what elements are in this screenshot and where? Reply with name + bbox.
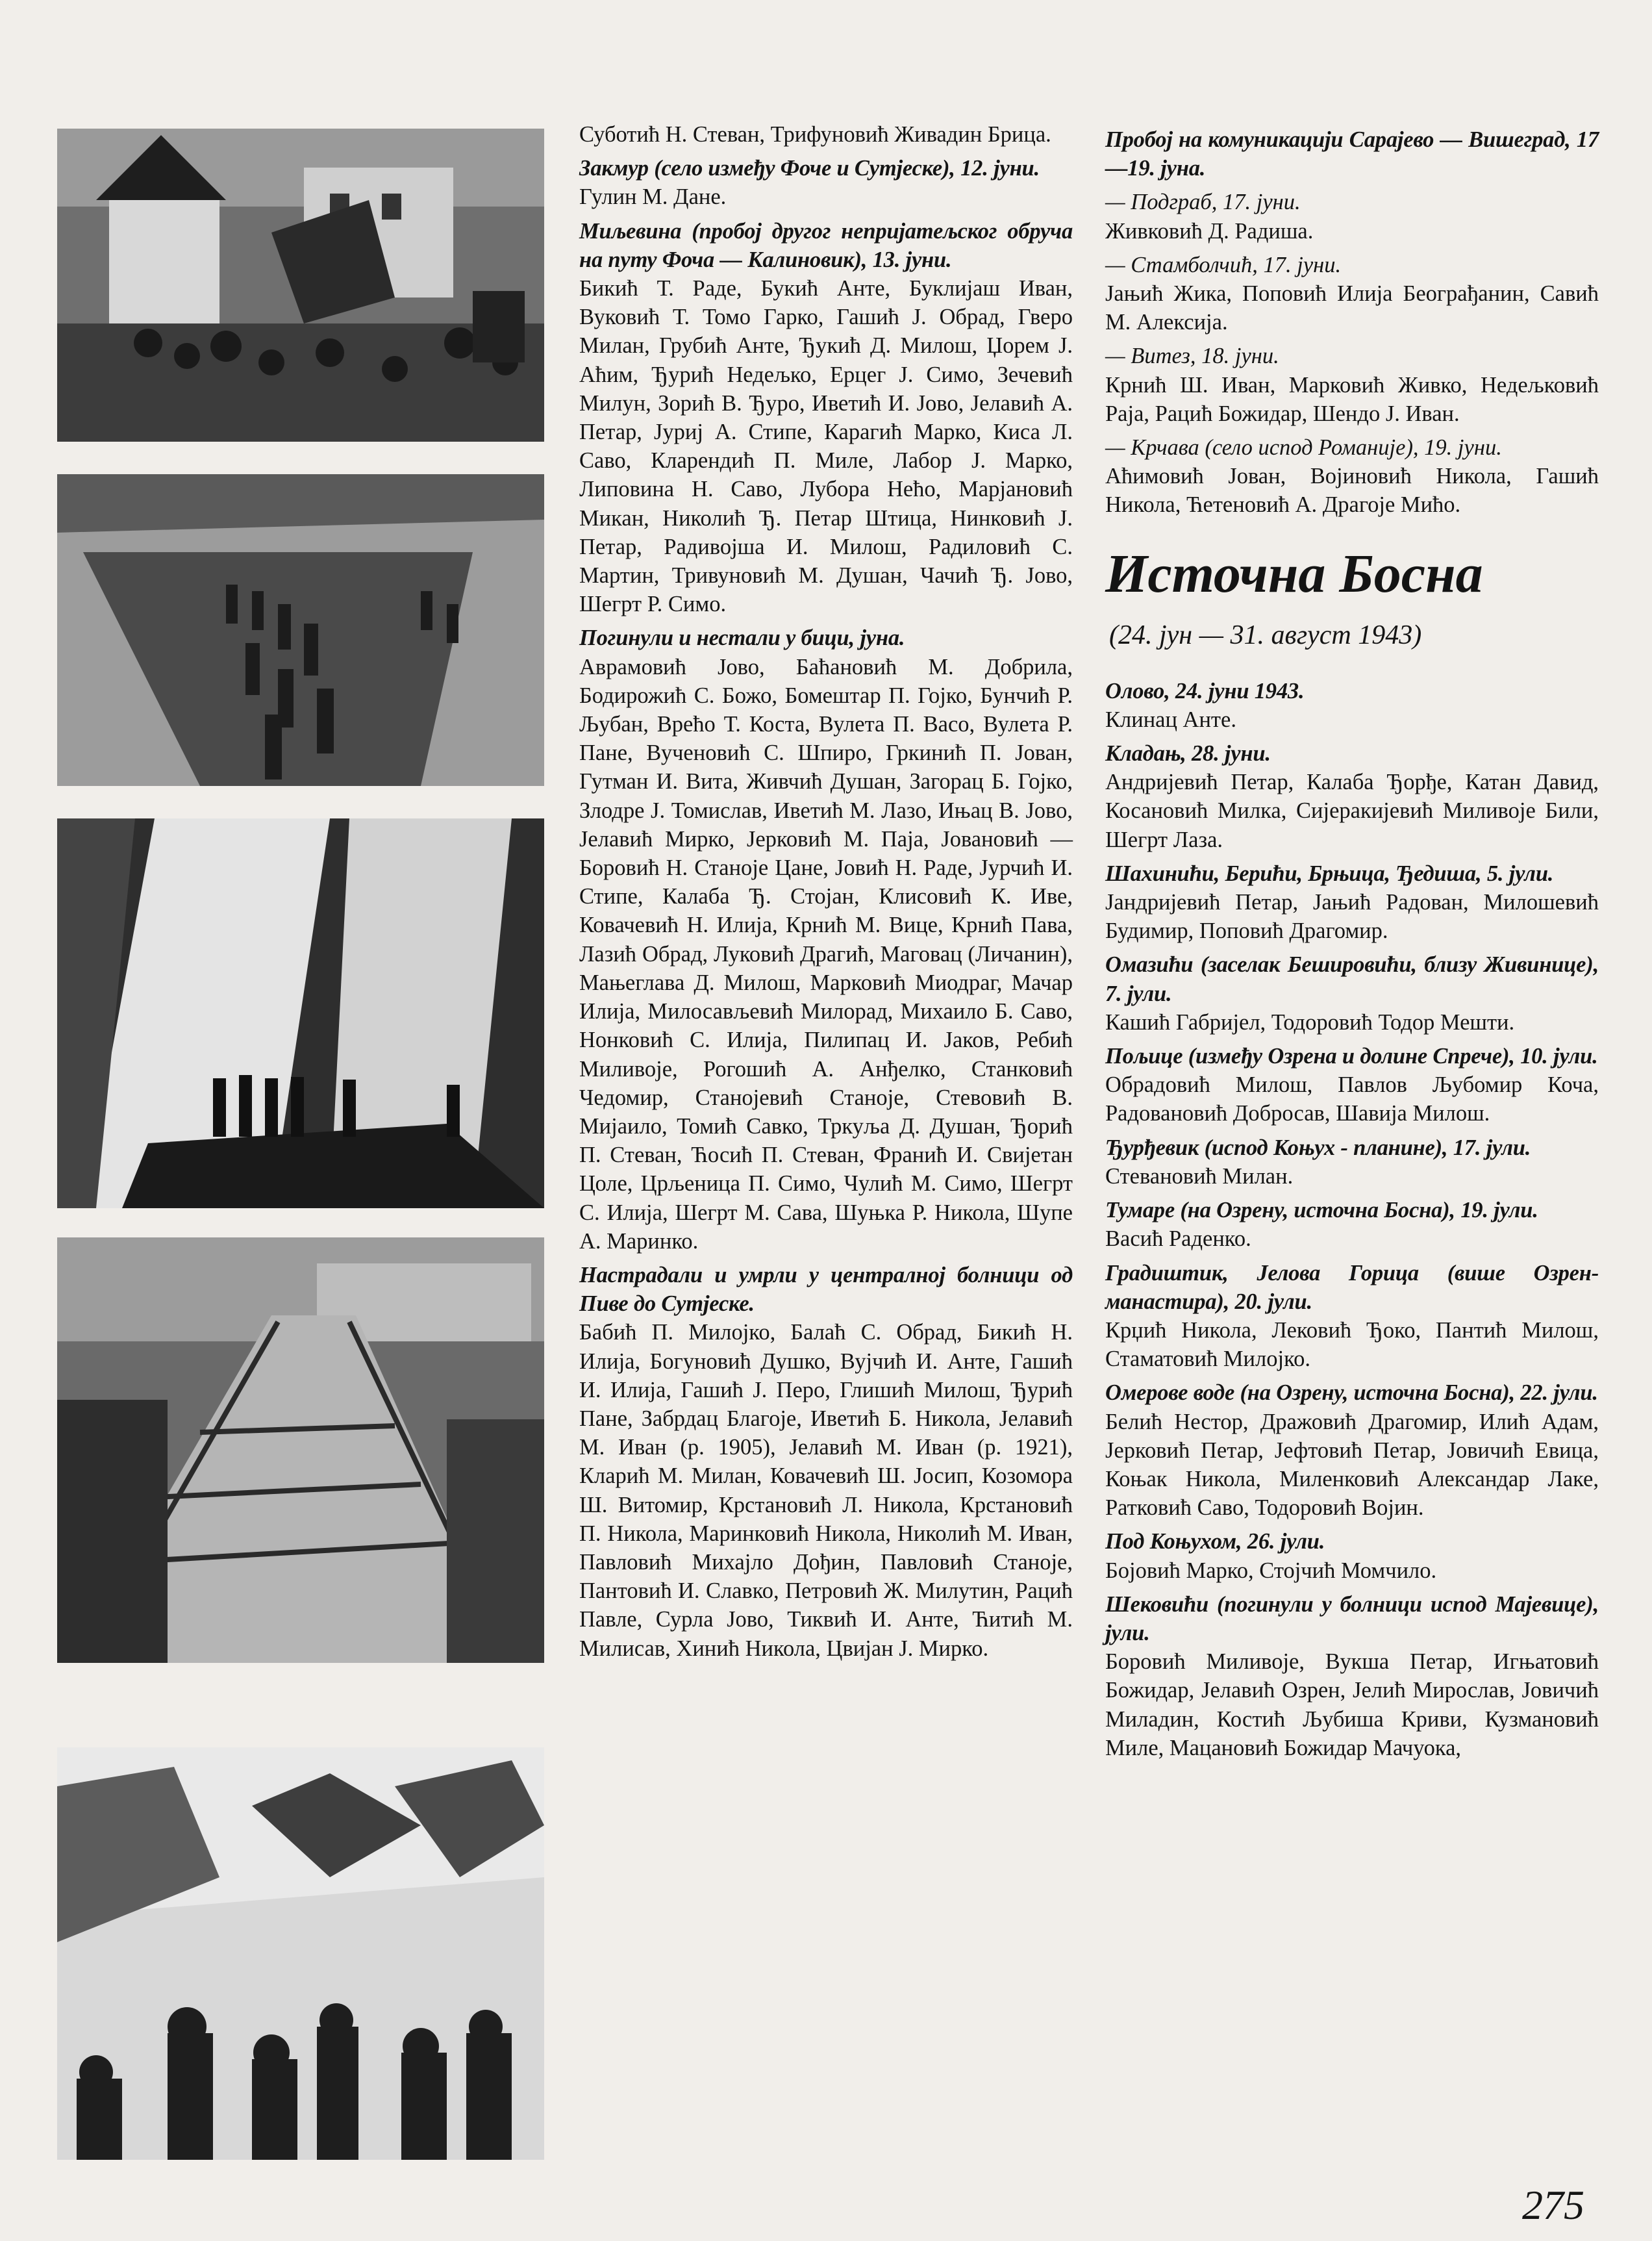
- names-list: Стевановић Милан.: [1105, 1163, 1294, 1189]
- names-list: Боровић Миливоје, Вукша Петар, Игњатовић Божидар, Јелавић Озрен, Јелић Мирослав, Јовичић Миладин, Костић Љубиша Криви, Кузмановић Миле, Мацановић Божидар Мачуока,: [1105, 1649, 1599, 1760]
- text-column-right: [1105, 120, 1599, 1762]
- entry-heading: Миљевина (пробој другог непријатељског обруча на путу Фоча — Калиновик), 13. јуни.: [579, 218, 1073, 272]
- names-list: Аћимовић Јован, Војиновић Никола, Гашић Никола, Ћетеновић А. Драгоје Мићо.: [1105, 464, 1599, 518]
- entry-heading: Ђурђевик (испод Коњух - планине), 17. јули.: [1105, 1135, 1531, 1160]
- entry-heading: Настрадали и умрли у централној болници од Пиве до Сутјеске.: [579, 1262, 1073, 1317]
- names-list: Бојовић Марко, Стојчић Момчило.: [1105, 1558, 1437, 1583]
- page-number: 275: [1522, 2182, 1584, 2228]
- names-list: Андријевић Петар, Калаба Ђорђе, Катан Давид, Косановић Милка, Сијеракијевић Миливоје Били, Шегрт Лаза.: [1105, 770, 1599, 852]
- entry-heading: Олово, 24. јуни 1943.: [1105, 678, 1305, 703]
- names-list: Гулин М. Дане.: [579, 184, 727, 210]
- entry-heading: Пољице (између Озрена и долине Спрече), 10. јули.: [1105, 1044, 1598, 1069]
- names-list: Кашић Габријел, Тодоровић Тодор Мешти.: [1105, 1009, 1515, 1035]
- section-dates: (24. јун — 31. август 1943): [1109, 620, 1422, 650]
- entry-heading: Тумаре (на Озрену, источна Босна), 19. јули.: [1105, 1198, 1538, 1223]
- entry-subheading: — Витез, 18. јуни.: [1105, 344, 1279, 369]
- photo-column-march: [57, 474, 544, 786]
- photo-procession: [57, 129, 544, 442]
- names-list: Живковић Д. Радиша.: [1105, 218, 1314, 244]
- names-list: Крџић Никола, Лековић Ђоко, Пантић Милош, Стаматовић Милојко.: [1105, 1317, 1599, 1372]
- names-list: Бикић Т. Раде, Букић Анте, Буклијаш Иван, Вуковић Т. Томо Гарко, Гашић Ј. Обрад, Гверо Милан, Грубић Анте, Ђукић Д. Милош, Џорем Ј. Аћим, Ђурић Недељко, Ерцег Ј. Симо, Зечевић Милун, Зорић В. Ђуро, Иветић И. Јово, Јелавић А. Петар, Јуриј А. Стипе, Карагић Марко, Киса Л. Саво, Кларендић П. Миле, Лабор Ј. Марко, Липовина Н. Саво, Лубора Нећо, Марјановић Микан, Николић Ђ. Петар Штица, Нинковић Ј. Петар, Радивојша И. Милош, Радиловић С. Мартин, Тривуновић М. Душан, Чачић Ђ. Јово, Шегрт Р. Симо.: [579, 276, 1073, 617]
- entry-subheading: — Стамболчић, 17. јуни.: [1105, 252, 1342, 277]
- text-column-middle: [579, 120, 1073, 1663]
- names-list: Белић Нестор, Дражовић Драгомир, Илић Адам, Јерковић Петар, Јефтовић Петар, Јовичић Евица, Коњак Никола, Миленковић Александар Лаке, Ратковић Саво, Тодоровић Војин.: [1105, 1409, 1599, 1521]
- names-list: Аврамовић Јово, Баћановић М. Добрила, Бодирожић С. Божо, Бомештар П. Гојко, Бунчић Р. Љубан, Врећо Т. Коста, Вулета П. Васо, Вулета Р. Пане, Вученовић С. Шпиро, Гркинић П. Јован, Гутман И. Вита, Живчић Душан, Загорац Б. Гојко, Злодре Ј. Томислав, Иветић М. Лазо, Ињац В. Јово, Јелавић Мирко, Јерковић М. Паја, Јовановић — Боровић Н. Станоје Цане, Јовић Н. Раде, Јурчић И. Стипе, Калаба Ђ. Стојан, Клисовић К. Иве, Ковачевић Н. Илија, Крнић М. Вице, Крнић Пава, Лазић Обрад, Луковић Драгић, Маговац (Личанин), Мањеглава Д. Милош, Марковић Миодраг, Мачар Илија, Милосављевић Милорад, Михаило Б. Саво, Нонковић С. Илија, Пилипац И. Јаков, Ребић Миливоје, Рогошић А. Анђелко, Станковић Чедомир, Станојевић Станоје, Стевовић В. Мијаило, Томић Савко, Тркуља Д. Душан, Ђорић П. Стеван, Ћосић П. Стеван, Франић И. Свијетан Цоле, Црљеница П. Симо, Чулић М. Симо, Шегрт С. Илија, Шегрт М. Сава, Шуњка Р. Никола, Шупе А. Маринко.: [579, 654, 1073, 1254]
- entry-heading: Пробој на комуникацији Сарајево — Вишеград, 17—19. јуна.: [1105, 127, 1599, 181]
- names-list: Бабић П. Милојко, Балаћ С. Обрад, Бикић Н. Илија, Богуновић Душко, Вујчић И. Анте, Гашић И. Илија, Гашић Ј. Перо, Глишић Милош, Ђурић Пане, Забрдац Благоје, Иветић Б. Никола, Јелавић М. Иван (р. 1905), Јелавић М. Иван (р. 1921), Кларић М. Милан, Ковачевић Ш. Јосип, Козомора Ш. Витомир, Крстановић Л. Никола, Крстановић П. Никола, Маринковић Никола, Николић М. Иван, Павловић Михајло Дођин, Павловић Станоје, Пантовић И. Славко, Петровић Ж. Милутин, Рацић Павле, Сурла Јово, Тиквић И. Анте, Ћитић М. Милисав, Хинић Никола, Цвијан Ј. Мирко.: [579, 1320, 1073, 1661]
- entry-heading: Закмур (село између Фоче и Сутјеске), 12. јуни.: [579, 156, 1040, 181]
- names-list: Крнић Ш. Иван, Марковић Живко, Недељковић Раја, Рацић Божидар, Шендо Ј. Иван.: [1105, 372, 1599, 426]
- names-list: Јандријевић Петар, Јањић Радован, Милошевић Будимир, Поповић Драгомир.: [1105, 890, 1599, 944]
- photo-waterfall: [57, 818, 544, 1208]
- names-list: Суботић Н. Стеван, Трифуновић Живадин Брица.: [579, 122, 1051, 147]
- names-list: Клинац Анте.: [1105, 707, 1236, 732]
- entry-heading: Шековићи (погинули у болници испод Мајевице), јули.: [1105, 1591, 1599, 1645]
- entry-heading: Градиштик, Јелова Горица (више Озрен-манастира), 20. јули.: [1105, 1260, 1599, 1314]
- entry-heading: Шахинићи, Берићи, Брњица, Ђедиша, 5. јули.: [1105, 861, 1554, 886]
- entry-heading: Под Коњухом, 26. јули.: [1105, 1529, 1325, 1554]
- entry-subheading: — Подграб, 17. јуни.: [1105, 190, 1301, 215]
- names-list: Јањић Жика, Поповић Илија Београђанин, Савић М. Алексија.: [1105, 281, 1599, 335]
- entry-heading: Омерове воде (на Озрену, источна Босна), 22. јули.: [1105, 1380, 1598, 1406]
- section-title: Источна Босна: [1105, 543, 1483, 604]
- names-list: Обрадовић Милош, Павлов Љубомир Коча, Радовановић Добросав, Шавија Милош.: [1105, 1072, 1599, 1126]
- photo-destroyed-bridge: [57, 1237, 544, 1663]
- names-list: Васић Раденко.: [1105, 1226, 1251, 1252]
- entry-heading: Омазићи (заселак Бешировићи, близу Живинице), 7. јули.: [1105, 952, 1599, 1006]
- entry-heading: Кладањ, 28. јуни.: [1105, 741, 1271, 766]
- entry-heading: Погинули и нестали у бици, јуна.: [579, 626, 905, 651]
- photo-refugees-snow: [57, 1747, 544, 2160]
- entry-subheading: — Крчава (село испод Романије), 19. јуни.: [1105, 435, 1502, 461]
